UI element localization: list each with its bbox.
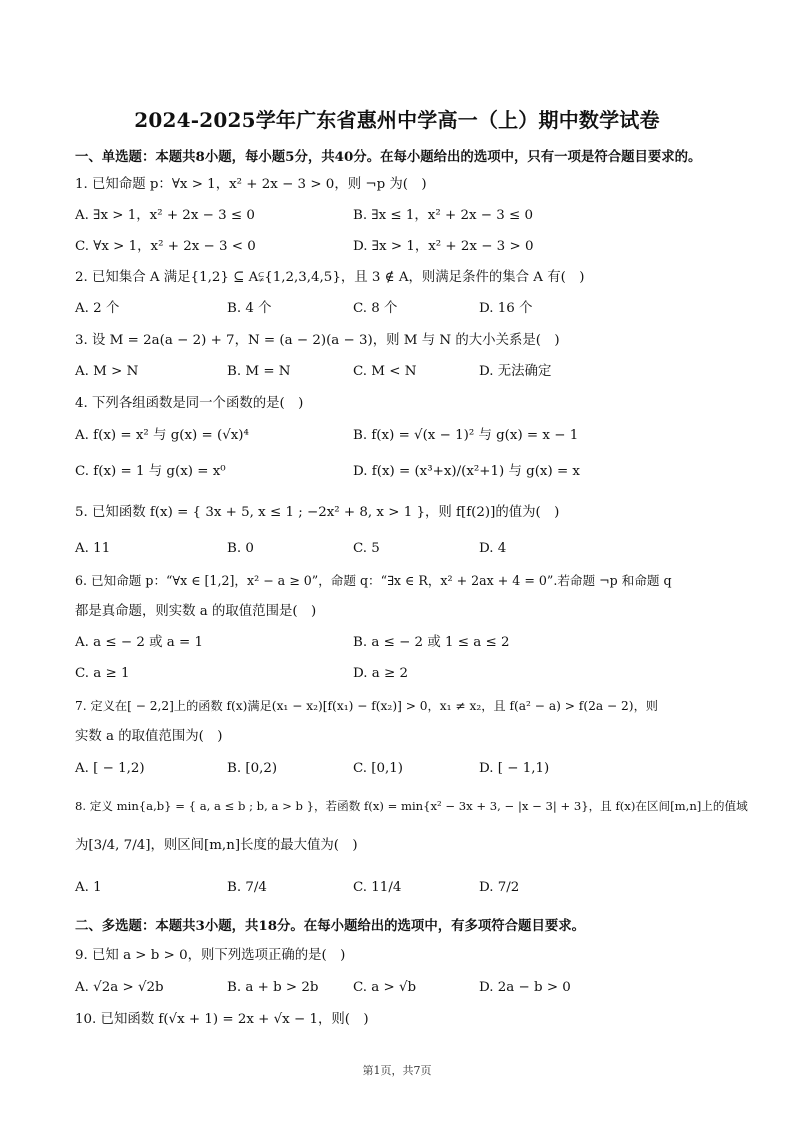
question-2-option-a: A. 2 个 [75, 301, 120, 316]
question-10-stem: 10. 已知函数 f(√x + 1) = 2x + √x − 1，则( ) [75, 1012, 369, 1027]
question-6-option-c: C. a ≥ 1 [75, 666, 130, 681]
question-2-option-d: D. 16 个 [479, 301, 533, 316]
question-3-option-a: A. M > N [75, 364, 139, 379]
question-9-option-b: B. a + b > 2b [227, 980, 319, 995]
question-7-option-a: A. [ − 1,2) [75, 761, 145, 776]
question-7-option-b: B. [0,2) [227, 761, 278, 776]
question-4-option-c: C. f(x) = 1 与 g(x) = x⁰ [75, 464, 226, 479]
question-8-option-c: C. 11/4 [353, 880, 402, 895]
question-8-stem-line-2: 为[3/4, 7/4]，则区间[m,n]长度的最大值为( ) [75, 838, 358, 853]
question-5-option-c: C. 5 [353, 541, 380, 556]
question-1-option-c: C. ∀x > 1，x² + 2x − 3 < 0 [75, 239, 256, 254]
question-8-option-b: B. 7/4 [227, 880, 267, 895]
question-6-stem-line-1: 6. 已知命题 p：“∀x ∈ [1,2]，x² − a ≥ 0”，命题 q：“∃x ∈ R，x² + 2ax + 4 = 0”.若命题 ¬p 和命题 q [75, 573, 672, 588]
section-heading-single-choice: 一、单选题：本题共8小题，每小题5分，共40分。在每小题给出的选项中，只有一项是符合题目要求的。 [75, 149, 702, 165]
question-7-stem-line-1: 7. 定义在[ − 2,2]上的函数 f(x)满足(x₁ − x₂)[f(x₁) − f(x₂)] > 0，x₁ ≠ x₂，且 f(a² − a) > f(2a − 2)，则 [75, 699, 658, 713]
page-title: 2024-2025学年广东省惠州中学高一（上）期中数学试卷 [134, 108, 660, 132]
question-4-option-a: A. f(x) = x² 与 g(x) = (√x)⁴ [75, 428, 249, 443]
question-5-option-b: B. 0 [227, 541, 254, 556]
question-6-stem-line-2: 都是真命题，则实数 a 的取值范围是( ) [75, 604, 317, 619]
question-4-option-b: B. f(x) = √(x − 1)² 与 g(x) = x − 1 [353, 428, 579, 443]
question-9-option-a: A. √2a > √2b [75, 980, 164, 995]
question-3-option-b: B. M = N [227, 364, 291, 379]
question-9-option-d: D. 2a − b > 0 [479, 980, 571, 995]
question-9-option-c: C. a > √b [353, 980, 417, 995]
question-3-option-c: C. M < N [353, 364, 417, 379]
question-5-stem: 5. 已知函数 f(x) = { 3x + 5, x ≤ 1 ; −2x² + 8, x > 1 }，则 f[f(2)]的值为( ) [75, 505, 560, 520]
question-6-option-b: B. a ≤ − 2 或 1 ≤ a ≤ 2 [353, 635, 510, 650]
question-2-stem: 2. 已知集合 A 满足{1,2} ⊆ A⫋{1,2,3,4,5}，且 3 ∉ A，则满足条件的集合 A 有( ) [75, 270, 585, 285]
question-7-stem-line-2: 实数 a 的取值范围为( ) [75, 729, 223, 744]
question-8-stem-line-1: 8. 定义 min{a,b} = { a, a ≤ b ; b, a > b }，若函数 f(x) = min{x² − 3x + 3, − |x − 3| + 3}，且 f(x)在区间[m,n]上的值域 [75, 799, 748, 813]
question-4-option-d: D. f(x) = (x³+x)/(x²+1) 与 g(x) = x [353, 464, 580, 479]
question-5-option-a: A. 11 [75, 541, 111, 556]
question-1-stem: 1. 已知命题 p：∀x > 1，x² + 2x − 3 > 0，则 ¬p 为( ) [75, 177, 427, 192]
question-4-stem: 4. 下列各组函数是同一个函数的是( ) [75, 396, 304, 411]
question-7-option-c: C. [0,1) [353, 761, 404, 776]
question-6-option-d: D. a ≥ 2 [353, 666, 409, 681]
question-1-option-a: A. ∃x > 1，x² + 2x − 3 ≤ 0 [75, 208, 255, 223]
question-2-option-c: C. 8 个 [353, 301, 398, 316]
question-3-option-d: D. 无法确定 [479, 364, 552, 379]
question-3-stem: 3. 设 M = 2a(a − 2) + 7，N = (a − 2)(a − 3)，则 M 与 N 的大小关系是( ) [75, 333, 560, 348]
question-1-option-d: D. ∃x > 1，x² + 2x − 3 > 0 [353, 239, 534, 254]
question-9-stem: 9. 已知 a > b > 0，则下列选项正确的是( ) [75, 948, 346, 963]
question-6-option-a: A. a ≤ − 2 或 a = 1 [75, 635, 204, 650]
question-7-option-d: D. [ − 1,1) [479, 761, 550, 776]
question-8-option-d: D. 7/2 [479, 880, 520, 895]
question-8-option-a: A. 1 [75, 880, 102, 895]
question-2-option-b: B. 4 个 [227, 301, 272, 316]
question-1-option-b: B. ∃x ≤ 1，x² + 2x − 3 ≤ 0 [353, 208, 534, 223]
question-5-option-d: D. 4 [479, 541, 507, 556]
page-footer: 第1页，共7页 [362, 1064, 432, 1077]
section-heading-multiple-choice: 二、多选题：本题共3小题，共18分。在每小题给出的选项中，有多项符合题目要求。 [75, 918, 586, 934]
